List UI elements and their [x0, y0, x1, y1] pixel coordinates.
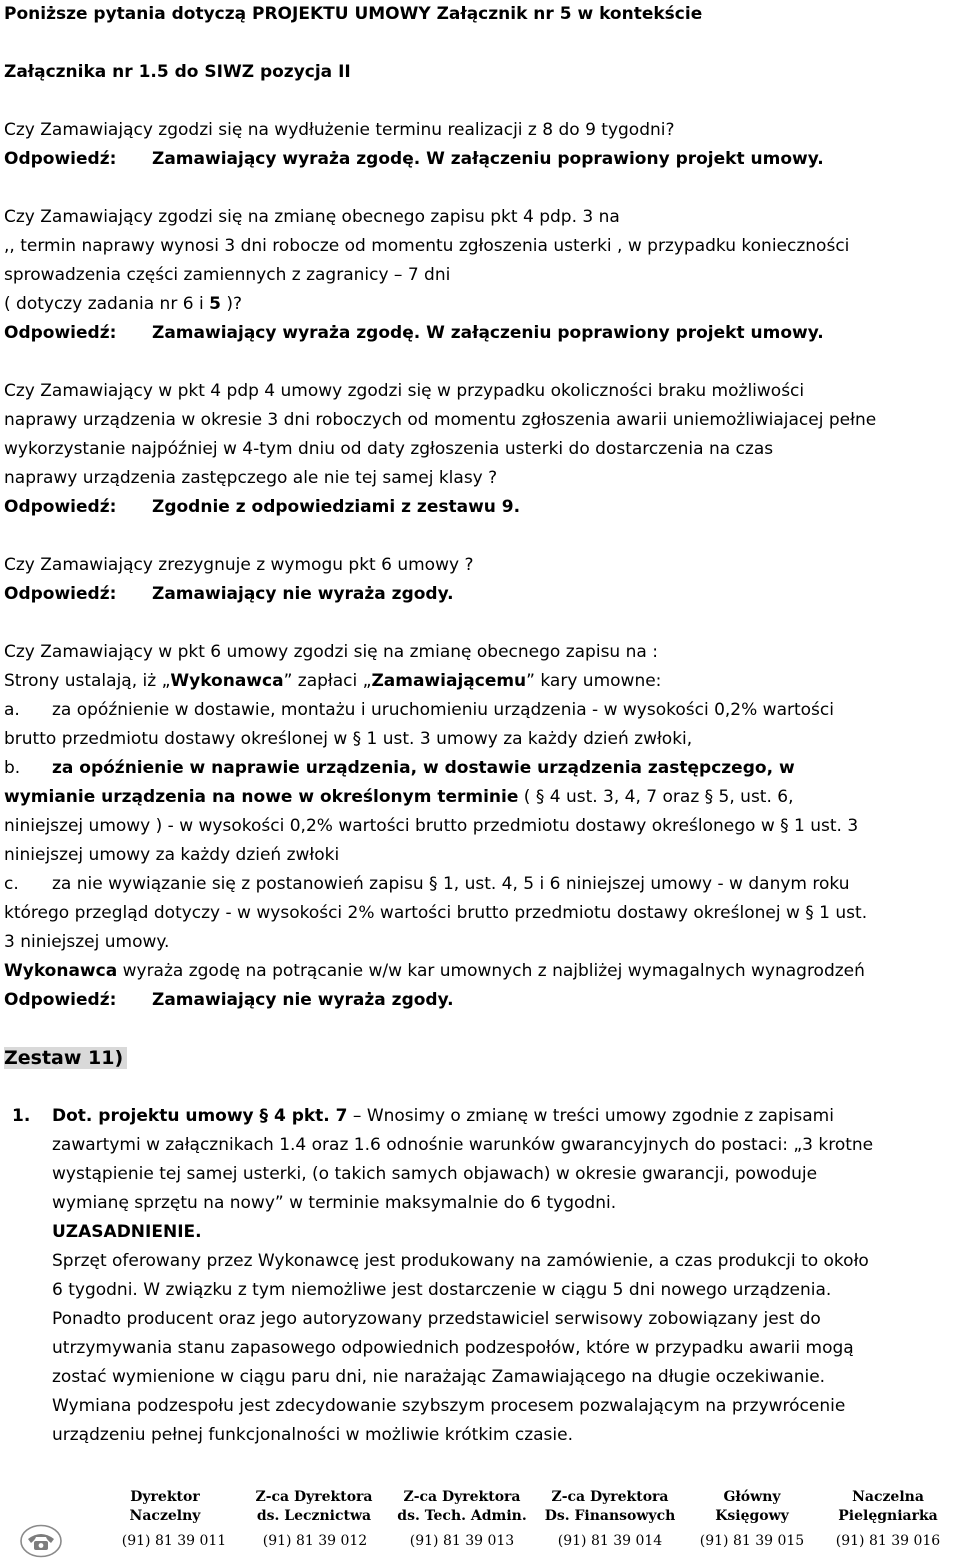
item-line-4: wymianę sprzętu na nowy” w terminie maksymalnie do 6 tygodni.: [52, 1193, 617, 1213]
clause-b-text: ( § 4 ust. 3, 4, 7 oraz § 5, ust. 6,: [518, 787, 794, 807]
answer-5: [4, 986, 956, 1015]
answer-2: [4, 319, 956, 348]
question-2-line-3: sprowadzenia części zamiennych z zagranicy – 7 dni: [4, 265, 451, 285]
contact-1: [90, 1488, 240, 1526]
q5-party: Zamawiającemu: [371, 671, 527, 691]
answer-label: Odpowiedź:: [4, 497, 117, 517]
item-ref: Dot. projektu umowy § 4 pkt. 7: [52, 1106, 348, 1126]
contact-2: [239, 1488, 389, 1526]
contractor-text: wyraża zgodę na potrącanie w/w kar umownych z najbliżej wymagalnych wynagrodzeń: [117, 961, 865, 981]
answer-text: Zamawiający nie wyraża zgody.: [152, 990, 454, 1010]
answer-1: [4, 145, 956, 174]
answer-label: Odpowiedź:: [4, 323, 117, 343]
letter-a: a.: [4, 700, 20, 720]
clause-a-line-1: za opóźnienie w dostawie, montażu i uruchomieniu urządzenia - w wysokości 0,2% wartości: [52, 700, 834, 720]
contact-phone-4[interactable]: (91) 81 39 014: [557, 1533, 663, 1549]
contractor-consent: [4, 957, 865, 986]
q2-text: ( dotyczy zadania nr 6 i: [4, 294, 210, 314]
contact-title: Główny: [723, 1489, 781, 1505]
item-line-7: 6 tygodni. W związku z tym niemożliwe jest dostarczenie w ciągu 5 dni nowego urządzenia.: [52, 1280, 832, 1300]
q5-party: Wykonawca: [170, 671, 284, 691]
contact-5: [677, 1488, 827, 1526]
footer-contacts: [0, 1480, 960, 1562]
q5-text: ” zapłaci „: [283, 671, 372, 691]
clause-b-line-3: niniejszej umowy ) - w wysokości 0,2% wartości brutto przedmiotu dostawy określonego w § 1 ust. 3: [4, 816, 859, 836]
clause-c-line-1: za nie wywiązanie się z postanowień zapisu § 1, ust. 4, 5 i 6 niniejszej umowy - w danym roku: [52, 874, 850, 894]
answer-label: Odpowiedź:: [4, 149, 117, 169]
item-line-10: zostać wymienione w ciągu paru dni, nie narażając Zamawiającego na długie oczekiwanie.: [52, 1367, 826, 1387]
heading-line-2: Załącznika nr 1.5 do SIWZ pozycja II: [4, 62, 351, 82]
telephone-icon: [20, 1524, 62, 1558]
contact-6: [813, 1488, 960, 1526]
question-3-line-2: naprawy urządzenia w okresie 3 dni roboczych od momentu zgłoszenia awarii uniemożliwiajacej pełne: [4, 410, 877, 430]
question-5-line-2: [4, 667, 661, 696]
contact-subtitle: ds. Tech. Admin.: [397, 1508, 527, 1524]
q2-bold: 5: [209, 294, 221, 314]
q5-text: Strony ustalają, iż „: [4, 671, 171, 691]
question-4: Czy Zamawiający zrezygnuje z wymogu pkt 6 umowy ?: [4, 555, 474, 575]
question-1: Czy Zamawiający zgodzi się na wydłużenie terminu realizacji z 8 do 9 tygodni?: [4, 120, 675, 140]
answer-label: Odpowiedź:: [4, 584, 117, 604]
question-3-line-1: Czy Zamawiający w pkt 4 pdp 4 umowy zgodzi się w przypadku okoliczności braku możliwości: [4, 381, 805, 401]
contact-title: Z-ca Dyrektora: [255, 1489, 373, 1505]
item-number: 1.: [12, 1106, 31, 1126]
letter-c: c.: [4, 874, 19, 894]
contractor-bold: Wykonawca: [4, 961, 118, 981]
heading-line-1: Poniższe pytania dotyczą PROJEKTU UMOWY Załącznik nr 5 w kontekście: [4, 4, 703, 24]
clause-b-line-1: za opóźnienie w naprawie urządzenia, w dostawie urządzenia zastępczego, w: [52, 758, 795, 778]
answer-4: [4, 580, 956, 609]
contact-phone-1[interactable]: (91) 81 39 011: [121, 1533, 227, 1549]
contact-subtitle: ds. Lecznictwa: [256, 1508, 372, 1524]
item-line-6: Sprzęt oferowany przez Wykonawcę jest produkowany na zamówienie, a czas produkcji to około: [52, 1251, 869, 1271]
contact-subtitle: Księgowy: [715, 1508, 789, 1524]
item-line-2: zawartymi w załącznikach 1.4 oraz 1.6 odnośnie warunków gwarancyjnych do postaci: „3 krotne: [52, 1135, 874, 1155]
contact-phone-5[interactable]: (91) 81 39 015: [699, 1533, 805, 1549]
contact-title: Z-ca Dyrektora: [551, 1489, 669, 1505]
question-3-line-3: wykorzystanie najpóźniej w 4-tym dniu od daty zgłoszenia usterki do dostarczenia na czas: [4, 439, 774, 459]
contact-subtitle: Naczelny: [129, 1508, 201, 1524]
question-5-line-1: Czy Zamawiający w pkt 6 umowy zgodzi się na zmianę obecnego zapisu na :: [4, 642, 658, 662]
clause-c-line-2: którego przegląd dotyczy - w wysokości 2% wartości brutto przedmiotu dostawy określonej w § 1 ust.: [4, 903, 868, 923]
zestaw-label: Zestaw 11): [4, 1047, 127, 1069]
item-text: – Wnosimy o zmianę w treści umowy zgodnie z zapisami: [347, 1106, 834, 1126]
contact-title: Naczelna: [852, 1489, 924, 1505]
clause-b-bold: wymianie urządzenia na nowe w określonym terminie: [4, 787, 519, 807]
question-2-line-2: ,, termin naprawy wynosi 3 dni robocze od momentu zgłoszenia usterki , w przypadku konieczności: [4, 236, 850, 256]
answer-3: [4, 493, 956, 522]
contact-3: [387, 1488, 537, 1526]
clause-a-line-2: brutto przedmiotu dostawy określonej w § 1 ust. 3 umowy za każdy dzień zwłoki,: [4, 729, 693, 749]
question-2-line-4: [4, 290, 242, 319]
item-line-12: urządzeniu pełnej funkcjonalności w możliwie krótkim czasie.: [52, 1425, 573, 1445]
q2-end: )?: [220, 294, 242, 314]
answer-text: Zgodnie z odpowiedziami z zestawu 9.: [152, 497, 521, 517]
clause-c-line-3: 3 niniejszej umowy.: [4, 932, 170, 952]
contact-4: [535, 1488, 685, 1526]
answer-text: Zamawiający nie wyraża zgody.: [152, 584, 454, 604]
section-heading: [4, 1044, 127, 1074]
contact-subtitle: Ds. Finansowych: [544, 1508, 676, 1524]
contact-subtitle: Pielęgniarka: [838, 1508, 938, 1524]
item-line-3: wystąpienie tej samej usterki, (o takich samych objawach) w okresie gwarancji, powoduje: [52, 1164, 818, 1184]
contact-title: Z-ca Dyrektora: [403, 1489, 521, 1505]
q5-text: ” kary umowne:: [526, 671, 662, 691]
contact-title: Dyrektor: [130, 1489, 200, 1505]
answer-text: Zamawiający wyraża zgodę. W załączeniu poprawiony projekt umowy.: [152, 323, 824, 343]
letter-b: b.: [4, 758, 21, 778]
contact-phone-6[interactable]: (91) 81 39 016: [835, 1533, 941, 1549]
clause-b-line-4: niniejszej umowy za każdy dzień zwłoki: [4, 845, 340, 865]
item-justification-heading: UZASADNIENIE.: [52, 1222, 202, 1242]
answer-text: Zamawiający wyraża zgodę. W załączeniu poprawiony projekt umowy.: [152, 149, 824, 169]
contact-phone-3[interactable]: (91) 81 39 013: [409, 1533, 515, 1549]
item-line-8: Ponadto producent oraz jego autoryzowany przedstawiciel serwisowy zobowiązany jest do: [52, 1309, 821, 1329]
item-line-1: [52, 1102, 834, 1131]
item-line-9: utrzymywania stanu zapasowego odpowiednich podzespołów, które w przypadku awarii mogą: [52, 1338, 854, 1358]
contact-phone-2[interactable]: (91) 81 39 012: [262, 1533, 368, 1549]
clause-b-line-2: [4, 783, 794, 812]
question-2-line-1: Czy Zamawiający zgodzi się na zmianę obecnego zapisu pkt 4 pdp. 3 na: [4, 207, 620, 227]
item-line-11: Wymiana podzespołu jest zdecydowanie szybszym procesem pozwalającym na przywrócenie: [52, 1396, 846, 1416]
question-3-line-4: naprawy urządzenia zastępczego ale nie tej samej klasy ?: [4, 468, 498, 488]
answer-label: Odpowiedź:: [4, 990, 117, 1010]
